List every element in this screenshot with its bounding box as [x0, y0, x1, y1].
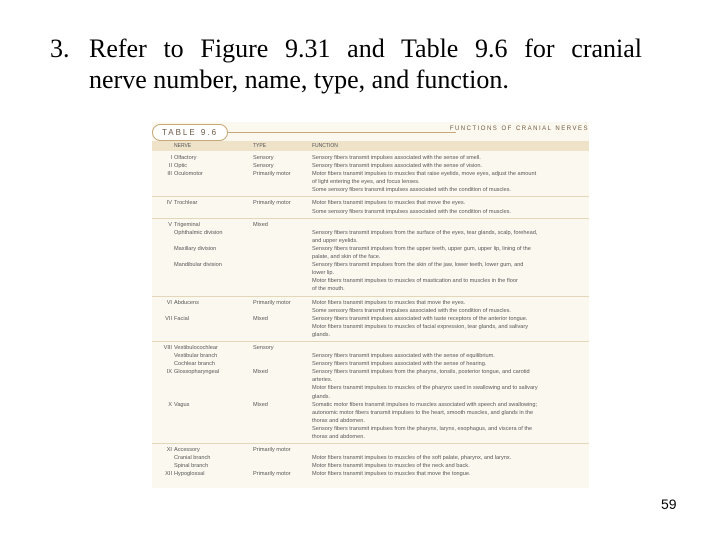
nerve-function: Sensory fibers transmit impulses from the surface of the eyes, tear glands, scalp, forehead,: [312, 229, 538, 236]
table-row: [152, 199, 589, 207]
nerve-function: Sensory fibers transmit impulses from the upper teeth, upper gum, upper lip, lining of the: [312, 245, 531, 252]
table-row: [152, 376, 589, 384]
nerve-name: Trigeminal: [174, 221, 200, 228]
table-row: [152, 454, 589, 462]
table-row: [152, 277, 589, 285]
nerve-function: glands.: [312, 393, 331, 400]
nerve-function: Somatic motor fibers transmit impulses to muscles associated with speech and swallowing;: [312, 401, 538, 408]
nerve-function: autonomic motor fibers transmit impulses to the heart, smooth muscles, and glands in the: [312, 409, 534, 416]
table-row: [152, 384, 589, 392]
nerve-name: Vagus: [174, 401, 190, 408]
nerve-number: IX: [166, 369, 172, 376]
row-divider: [152, 443, 589, 444]
nerve-function: of light entering the eyes, and focus lenses.: [312, 179, 420, 186]
nerve-number: VIII: [163, 344, 172, 351]
nerve-function: Motor fibers transmit impulses to muscles that raise eyelids, move eyes, adjust the amount: [312, 171, 537, 178]
nerve-function: of the mouth.: [312, 286, 345, 293]
nerve-function: Some sensory fibers transmit impulses associated with the condition of muscles.: [312, 307, 511, 314]
nerve-name: Oculomotor: [174, 171, 203, 178]
nerve-function: Some sensory fibers transmit impulses associated with the condition of muscles.: [312, 208, 511, 215]
header-nerve: NERVE: [174, 143, 192, 149]
table-caption: FUNCTIONS OF CRANIAL NERVES: [449, 126, 589, 132]
nerve-function: Motor fibers transmit impulses to muscles of the soft palate, pharynx, and larynx.: [312, 455, 512, 462]
table-row: [152, 360, 589, 368]
row-divider: [152, 296, 589, 297]
nerve-function: and upper eyelids.: [312, 237, 358, 244]
nerve-function: Sensory fibers transmit impulses from the pharynx, tonsils, posterior tongue, and carotid: [312, 369, 530, 376]
nerve-name: Trochlear: [174, 200, 198, 207]
nerve-name: Facial: [174, 315, 189, 322]
header-type: TYPE: [253, 143, 267, 149]
nerve-number: II: [168, 163, 172, 170]
nerve-name: Hypoglossal: [174, 471, 205, 478]
nerve-type: Mixed: [253, 221, 268, 228]
table-row: [152, 470, 589, 478]
nerve-number: XII: [165, 471, 172, 478]
nerve-number: V: [168, 221, 172, 228]
table-row: [152, 368, 589, 376]
nerve-function: lower lip.: [312, 270, 335, 277]
table-row: [152, 352, 589, 360]
nerve-name: Mandibular division: [174, 262, 222, 269]
nerve-name: Spinal branch: [174, 463, 209, 470]
table-row: [152, 425, 589, 433]
nerve-function: Sensory fibers transmit impulses from the skin of the jaw, lower teeth, lower gum, and: [312, 262, 524, 269]
table-row: [152, 446, 589, 454]
instruction-line-2: nerve number, name, type, and function.: [89, 65, 509, 94]
nerve-name: Cranial branch: [174, 455, 211, 462]
table-row: [152, 208, 589, 216]
table-row: [152, 409, 589, 417]
nerve-type: Sensory: [253, 163, 274, 170]
nerve-number: X: [168, 401, 172, 408]
nerve-type: Primarily motor: [253, 200, 291, 207]
row-divider: [152, 218, 589, 219]
row-divider: [152, 341, 589, 342]
nerve-type: Mixed: [253, 401, 268, 408]
nerve-type: Mixed: [253, 315, 268, 322]
nerve-function: Sensory fibers transmit impulses associated with taste receptors of the anterior tongue.: [312, 315, 528, 322]
table-row: [152, 253, 589, 261]
nerve-name: Optic: [174, 163, 188, 170]
table-row: [152, 315, 589, 323]
nerve-function: Motor fibers transmit impulses to muscles of the pharynx used in swallowing and to salivary: [312, 385, 538, 392]
nerve-function: Motor fibers transmit impulses to muscles of mastication and to muscles in the floor: [312, 278, 518, 285]
table-row: [152, 401, 589, 409]
table-row: [152, 344, 589, 352]
nerve-number: IV: [166, 200, 172, 207]
nerve-name: Ophthalmic division: [174, 229, 223, 236]
cranial-nerves-table: [152, 122, 589, 488]
nerve-type: Sensory: [253, 155, 274, 161]
nerve-type: Sensory: [253, 344, 274, 351]
nerve-name: Glossopharyngeal: [174, 369, 220, 376]
instruction-number: 3.: [50, 34, 70, 63]
nerve-function: Sensory fibers transmit impulses associated with the sense of vision.: [312, 163, 483, 170]
nerve-number: III: [167, 171, 172, 178]
nerve-function: glands.: [312, 331, 331, 338]
nerve-name: Abducens: [174, 299, 199, 306]
table-row: [152, 417, 589, 425]
nerve-number: XI: [166, 447, 172, 454]
table-row: [152, 245, 589, 253]
table-row: [152, 323, 589, 331]
table-row: [152, 162, 589, 170]
nerve-function: Motor fibers transmit impulses to muscles of facial expression, tear glands, and salivary: [312, 323, 529, 330]
nerve-function: Motor fibers transmit impulses to muscles that move the eyes.: [312, 200, 466, 207]
instruction-text: [50, 33, 642, 95]
instruction-line-1: Refer to Figure 9.31 and Table 9.6 for cranial: [89, 34, 642, 63]
nerve-number: VII: [165, 315, 172, 322]
nerve-function: Motor fibers transmit impulses to muscles that move the tongue.: [312, 471, 471, 478]
nerve-name: Vestibular branch: [174, 353, 218, 360]
table-row: [152, 462, 589, 470]
table-row: [152, 285, 589, 293]
table-row: [152, 269, 589, 277]
nerve-name: Maxillary division: [174, 245, 217, 252]
header-function: FUNCTION: [312, 143, 338, 149]
table-row: [152, 393, 589, 401]
table-label: TABLE 9.6: [152, 124, 228, 141]
nerve-type: Primarily motor: [253, 447, 291, 454]
nerve-function: thorax and abdomen.: [312, 417, 365, 424]
table-row: [152, 154, 589, 162]
table-row: [152, 229, 589, 237]
table-body: [152, 154, 589, 478]
nerve-function: Some sensory fibers transmit impulses associated with the condition of muscles.: [312, 187, 511, 194]
nerve-type: Mixed: [253, 369, 268, 376]
nerve-function: palate, and skin of the face.: [312, 254, 381, 261]
nerve-name: Cochlear branch: [174, 361, 216, 368]
table-row: [152, 307, 589, 315]
nerve-type: Primarily motor: [253, 171, 291, 178]
table-row: [152, 433, 589, 441]
nerve-name: Accessory: [174, 447, 200, 454]
nerve-function: Sensory fibers transmit impulses associated with the sense of smell.: [312, 155, 481, 161]
nerve-name: Olfactory: [174, 155, 197, 161]
nerve-function: Sensory fibers transmit impulses associated with the sense of hearing.: [312, 361, 487, 368]
nerve-number: VI: [166, 299, 172, 306]
nerve-function: arteries.: [312, 377, 333, 384]
nerve-type: Primarily motor: [253, 299, 291, 306]
nerve-function: Motor fibers transmit impulses to muscles that move the eyes.: [312, 299, 466, 306]
table-row: [152, 221, 589, 229]
nerve-function: Motor fibers transmit impulses to muscles of the neck and back.: [312, 463, 470, 470]
row-divider: [152, 196, 589, 197]
table-row: [152, 331, 589, 339]
nerve-name: Vestibulocochlear: [174, 344, 218, 351]
table-row: [152, 170, 589, 178]
table-row: [152, 186, 589, 194]
table-row: [152, 261, 589, 269]
table-header-rule: [228, 132, 456, 133]
table-row: [152, 178, 589, 186]
nerve-type: Primarily motor: [253, 471, 291, 478]
nerve-function: Sensory fibers transmit impulses associated with the sense of equilibrium.: [312, 353, 495, 360]
page-number: 59: [661, 496, 677, 512]
table-row: [152, 299, 589, 307]
table-row: [152, 237, 589, 245]
nerve-number: I: [170, 155, 172, 161]
table-column-headers: [152, 141, 589, 151]
nerve-function: Sensory fibers transmit impulses from the pharynx, larynx, esophagus, and viscera of the: [312, 425, 533, 432]
nerve-function: thorax and abdomen.: [312, 434, 365, 440]
